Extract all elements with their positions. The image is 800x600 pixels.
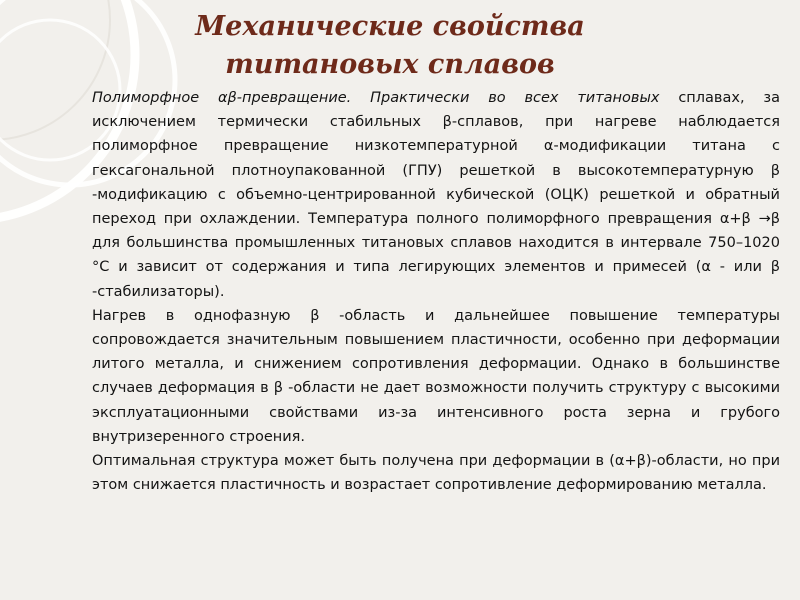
body-paragraph [92,449,780,497]
slide-body [92,86,780,497]
body-paragraph [92,304,780,449]
paragraph-text: Полиморфное αβ-превращение. Практически во всех титановых [92,90,660,106]
slide-title: Механические свойства титановых сплавов [195,11,585,80]
paragraph-text: Нагрев в однофазную β -область и дальнейшее повышение температуры сопровождается значительным повышением пластичности, особенно при деформации литого металла, и снижением сопротивления деформации. Однако в большинстве случаев деформация в β -области не дает возможности получить структуру с высокими эксплуатационными свойствами из-за интенсивного роста зерна и грубого внутризеренного строения. [92,307,780,445]
paragraph-text: Оптимальная структура может быть получена при деформации в (α+β)-области, но при этом снижается пластичность и возрастает сопротивление деформированию металла. [92,453,780,494]
body-paragraph [92,86,780,304]
paragraph-text: сплавах, за исключением термически стабильных β-сплавов, при нагреве наблюдается полиморфное превращение низкотемпературной α-модификации титана с гексагональной плотноупакованной (ГПУ) решеткой в высокотемпературную β -модификацию с объемно-центрированной кубической (ОЦК) решеткой и обратный переход при охлаждении. Температура полного полиморфного превращения α+β →β для большинства промышленных титановых сплавов находится в интервале 750–1020 °С и зависит от содержания и типа легирующих элементов и примесей (α - или β -стабилизаторы). [92,90,780,300]
